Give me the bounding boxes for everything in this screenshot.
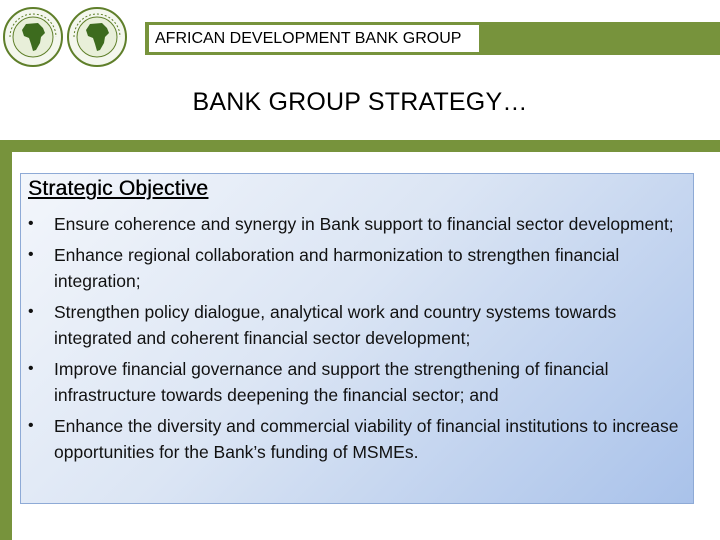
list-item bbox=[28, 211, 693, 237]
logo-left bbox=[2, 6, 64, 68]
list-item-text: Strengthen policy dialogue, analytical work and country systems towards integrated and coherent financial sector development; bbox=[54, 302, 617, 348]
org-name: AFRICAN DEVELOPMENT BANK GROUP bbox=[149, 25, 479, 52]
page-title-text: BANK GROUP STRATEGY… bbox=[192, 88, 528, 116]
bullet-icon: • bbox=[28, 360, 34, 377]
page-title bbox=[0, 88, 720, 117]
bullet-icon: • bbox=[28, 215, 34, 232]
list-item-text: Enhance the diversity and commercial viability of financial institutions to increase opportunities for the Bank’s funding of MSMEs. bbox=[54, 416, 679, 462]
section-title: Strategic Objective bbox=[28, 177, 209, 200]
list-item-text: Ensure coherence and synergy in Bank support to financial sector development; bbox=[54, 214, 674, 234]
bullet-icon: • bbox=[28, 246, 34, 263]
list-item-text: Improve financial governance and support the strengthening of financial infrastructure towards deepening the financial sector; and bbox=[54, 359, 609, 405]
list-item bbox=[28, 356, 693, 408]
list-item-text: Enhance regional collaboration and harmonization to strengthen financial integration; bbox=[54, 245, 620, 291]
list-item bbox=[28, 299, 693, 351]
afdb-seal-icon bbox=[66, 6, 128, 68]
bullet-icon: • bbox=[28, 303, 34, 320]
objective-list bbox=[28, 211, 693, 470]
afdb-seal-icon bbox=[2, 6, 64, 68]
list-item bbox=[28, 413, 693, 465]
bullet-icon: • bbox=[28, 417, 34, 434]
logo-right bbox=[66, 6, 128, 68]
list-item bbox=[28, 242, 693, 294]
